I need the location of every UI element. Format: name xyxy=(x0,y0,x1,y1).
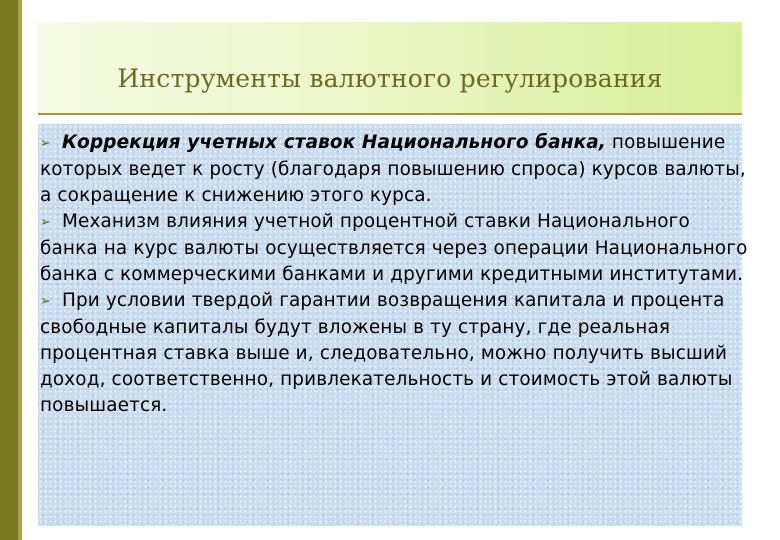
bullet-item-2 xyxy=(40,209,752,288)
bullet-list xyxy=(40,130,752,419)
arrow-bullet-icon: ➢ xyxy=(40,215,52,230)
title-underline xyxy=(38,113,742,115)
left-accent-bar xyxy=(0,0,18,540)
slide-title: Инструменты валютного регулирования xyxy=(117,64,663,93)
bullet-item-1-lead: Коррекция учетных ставок Национального банка, xyxy=(62,132,606,153)
bullet-item-1 xyxy=(40,130,752,209)
arrow-bullet-icon: ➢ xyxy=(40,136,52,151)
bullet-item-3-text: При условии твердой гарантии возвращения капитала и процента свободные капиталы будут вложены в ту страну, где реальная процентная ставка выше и, следовательно, можно получить высший доход, соответственно, привлекательность и стоимость этой валюты повышается. xyxy=(40,290,733,416)
bullet-item-3 xyxy=(40,288,752,419)
left-accent-stripe xyxy=(18,0,22,540)
bullet-item-2-text: Механизм влияния учетной процентной ставки Национального банка на курс валюты осуществляется через операции Национального банка с коммерческими банками и другими кредитными институтами. xyxy=(40,211,748,285)
arrow-bullet-icon: ➢ xyxy=(40,294,52,309)
bullet-item-1-text: повышение которых ведет к росту (благодаря повышению спроса) курсов валюты, а сокращение к снижению этого курса. xyxy=(40,132,746,206)
